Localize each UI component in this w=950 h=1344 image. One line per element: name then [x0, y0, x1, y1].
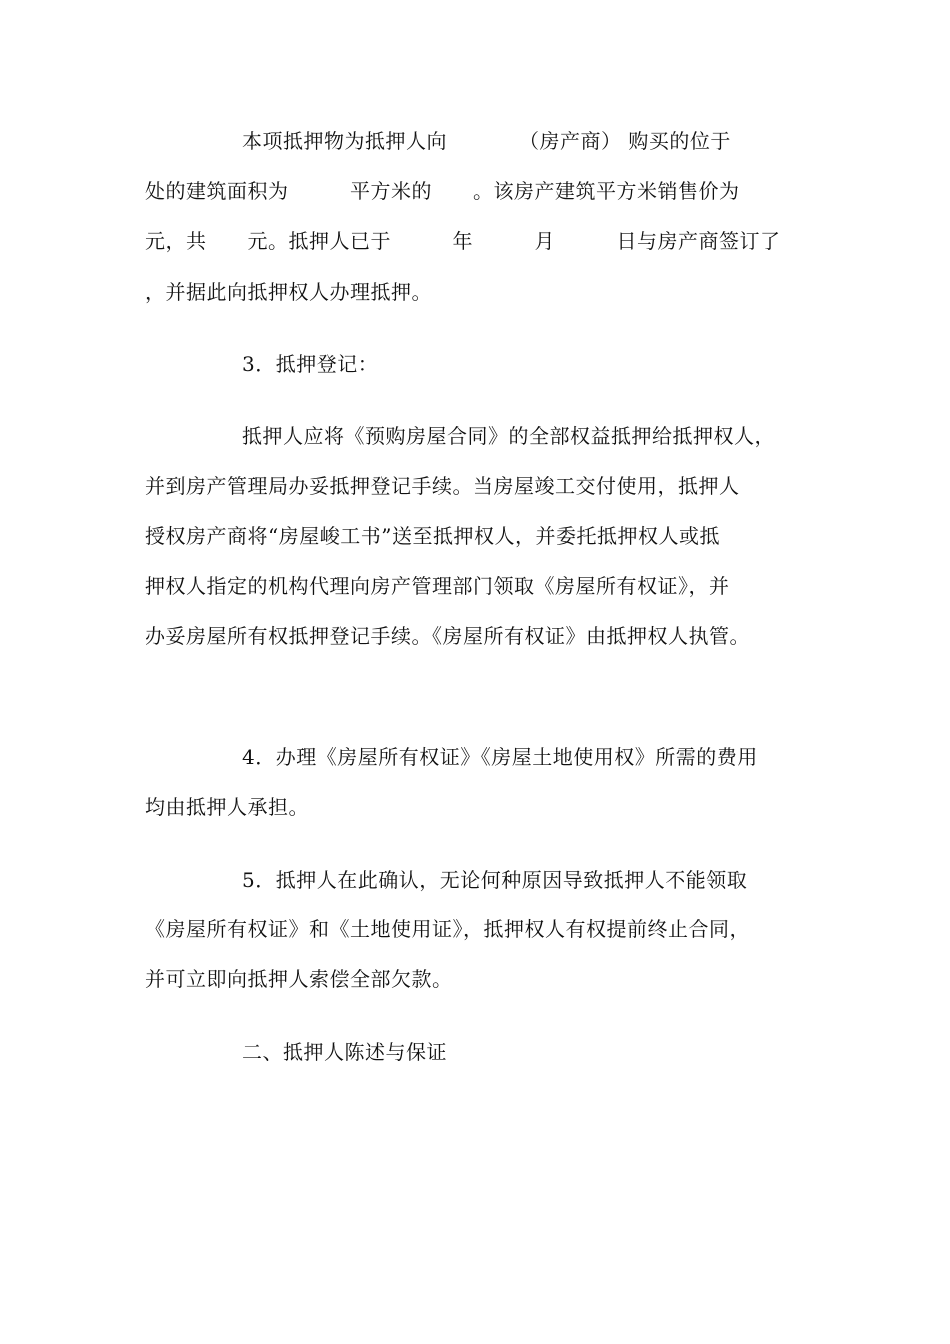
- section-heading-3: 3．抵押登记：: [242, 352, 379, 376]
- text-line: 抵押人应将《预购房屋合同》的全部权益抵押给抵押权人，: [242, 424, 775, 448]
- text-line: 5．抵押人在此确认，无论何种原因导致抵押人不能领取: [242, 868, 748, 892]
- text-line: 办妥房屋所有权抵押登记手续。《房屋所有权证》由抵押权人执管。: [145, 624, 750, 648]
- text-line: 均由抵押人承担。: [145, 795, 309, 819]
- text-line: ，并据此向抵押权人办理抵押。: [145, 280, 432, 304]
- text-line: 元，共 元。抵押人已于 年 月 日与房产商签订了: [145, 229, 781, 253]
- section-heading-2: 二、抵押人陈述与保证: [242, 1040, 447, 1064]
- text-line: 本项抵押物为抵押人向 （房产商） 购买的位于: [242, 129, 731, 153]
- text-line: 4．办理《房屋所有权证》《房屋土地使用权》所需的费用: [242, 745, 758, 769]
- text-line: 处的建筑面积为 平方米的 。该房产建筑平方米销售价为: [145, 179, 740, 203]
- text-line: 押权人指定的机构代理向房产管理部门领取《房屋所有权证》，并: [145, 574, 730, 598]
- text-line: 《房屋所有权证》和《土地使用证》，抵押权人有权提前终止合同，: [145, 917, 750, 941]
- text-line: 授权房产商将“房屋峻工书”送至抵押权人，并委托抵押权人或抵: [145, 524, 720, 548]
- text-line: 并到房产管理局办妥抵押登记手续。当房屋竣工交付使用，抵押人: [145, 474, 740, 498]
- text-line: 并可立即向抵押人索偿全部欠款。: [145, 967, 453, 991]
